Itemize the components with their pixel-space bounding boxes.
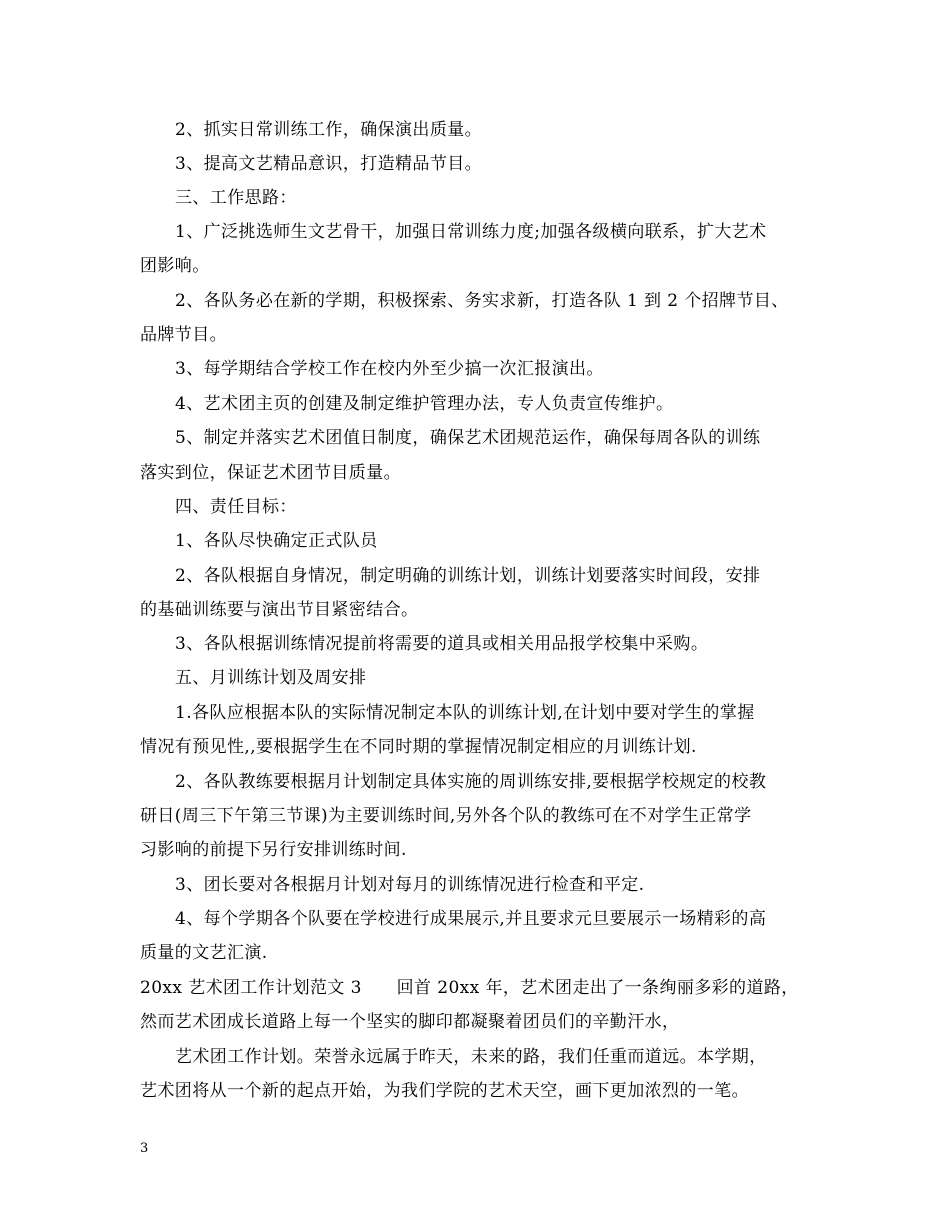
- paragraph-line: 3、每学期结合学校工作在校内外至少搞一次汇报演出。: [175, 359, 604, 379]
- paragraph-line: 1.各队应根据本队的实际情况制定本队的训练计划,在计划中要对学生的掌握: [175, 703, 755, 723]
- paragraph-line: 的基础训练要与演出节目紧密结合。: [140, 600, 419, 620]
- section-heading: 三、工作思路：: [175, 188, 297, 208]
- paragraph-line: 4、艺术团主页的创建及制定维护管理办法，专人负责宣传维护。: [175, 394, 674, 414]
- paragraph-line: 2、各队教练要根据月计划制定具体实施的周训练安排,要根据学校规定的校教: [175, 772, 767, 792]
- paragraph-line: 品牌节目。: [140, 325, 227, 345]
- paragraph-line: 2、抓实日常训练工作，确保演出质量。: [175, 120, 483, 140]
- paragraph-line: 2、各队务必在新的学期，积极探索、务实求新，打造各队 1 到 2 个招牌节目、: [175, 291, 789, 311]
- paragraph-line: 团影响。: [140, 256, 210, 276]
- paragraph-line: 落实到位，保证艺术团节目质量。: [140, 463, 401, 483]
- section-heading: 五、月训练计划及周安排: [175, 668, 367, 688]
- paragraph-line: 4、每个学期各个队要在学校进行成果展示,并且要求元旦要展示一场精彩的高: [175, 909, 767, 929]
- paragraph-line: 艺术团将从一个新的起点开始，为我们学院的艺术天空，画下更加浓烈的一笔。: [140, 1081, 749, 1101]
- paragraph-line: 情况有预见性,,要根据学生在不同时期的掌握情况制定相应的月训练计划.: [140, 737, 697, 757]
- paragraph-line: 1、各队尽快确定正式队员: [175, 531, 378, 551]
- paragraph-line: 艺术团工作计划。荣誉永远属于昨天，未来的路，我们任重而道远。本学期，: [175, 1047, 767, 1067]
- paragraph-line: 3、各队根据训练情况提前将需要的道具或相关用品报学校集中采购。: [175, 634, 709, 654]
- paragraph-line: 习影响的前提下另行安排训练时间.: [140, 840, 407, 860]
- paragraph-line: 2、各队根据自身情况，制定明确的训练计划，训练计划要落实时间段，安排: [175, 566, 761, 586]
- paragraph-line: 研日(周三下午第三节课)为主要训练时间,另外各个队的教练可在不对学生正常学: [140, 806, 752, 826]
- paragraph-line: 20xx 艺术团工作计划范文 3 回首 20xx 年，艺术团走出了一条绚丽多彩的道路，: [140, 978, 799, 998]
- paragraph-line: 5、制定并落实艺术团值日制度，确保艺术团规范运作，确保每周各队的训练: [175, 428, 761, 448]
- paragraph-line: 3、团长要对各根据月计划对每月的训练情况进行检查和平定.: [175, 875, 645, 895]
- section-heading: 四、责任目标：: [175, 497, 297, 517]
- page-number: 3: [140, 1141, 149, 1156]
- paragraph-line: 1、广泛挑选师生文艺骨干，加强日常训练力度;加强各级横向联系，扩大艺术: [175, 222, 767, 242]
- paragraph-line: 质量的文艺汇演.: [140, 943, 268, 963]
- paragraph-line: 3、提高文艺精品意识，打造精品节目。: [175, 154, 483, 174]
- paragraph-line: 然而艺术团成长道路上每一个坚实的脚印都凝聚着团员们的辛勤汗水，: [140, 1012, 680, 1032]
